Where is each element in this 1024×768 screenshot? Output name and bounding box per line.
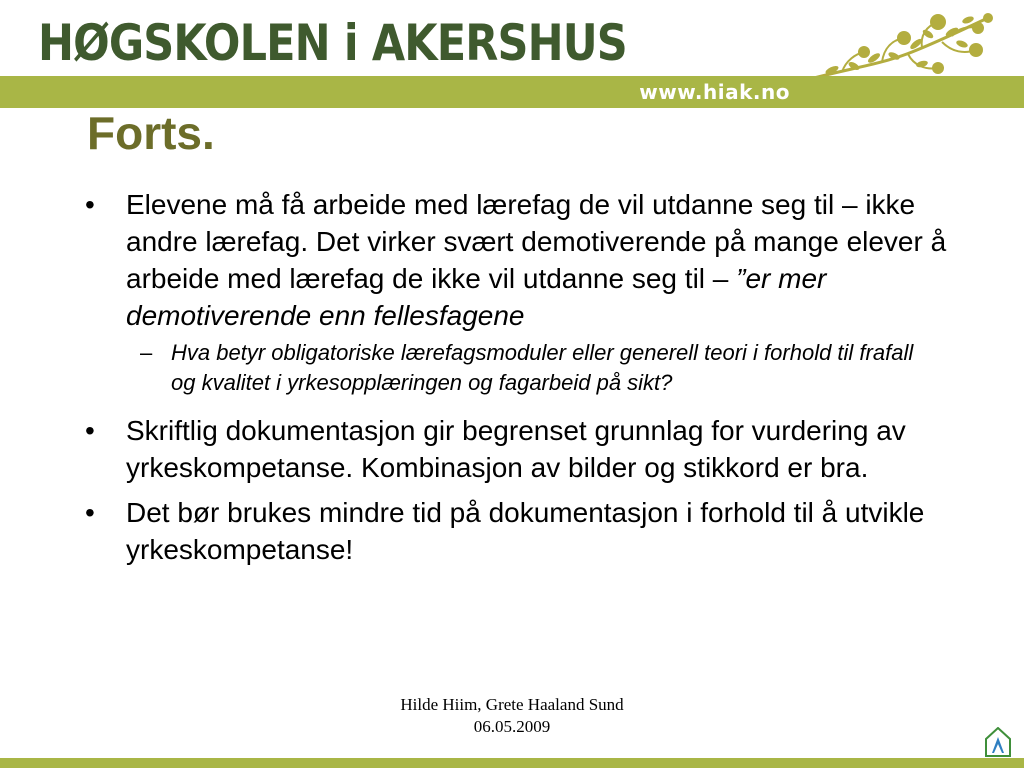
slide-title: Forts. [87,107,215,159]
bullet-marker: • [85,415,95,446]
footer-band [0,758,1024,768]
bullet-text: Skriftlig dokumentasjon gir begrenset grunnlag for vurdering av yrkeskompetanse. Kombinasjon av bilder og stikkord er bra. [126,415,906,483]
slide-footer [312,694,712,738]
footer-date: 06.05.2009 [473,717,551,736]
bullet-quote: ”er mer demotiverende enn fellesfagene [126,263,827,331]
bullet-item [85,186,965,334]
sub-bullet-marker: – [140,340,153,365]
bullet-text: Det bør brukes mindre tid på dokumentasjon i forhold til å utvikle yrkeskompetanse! [126,497,925,565]
sub-bullet-item [140,338,931,398]
bullet-marker: • [85,497,95,528]
institution-wordmark: HØGSKOLEN i AKERSHUS [38,14,627,72]
site-url: www.hiak.no [639,80,790,104]
bullet-list [85,186,965,576]
house-logo-icon [985,727,1011,757]
bullet-marker: • [85,189,95,220]
header-band [0,76,1024,108]
bullet-item [85,412,965,486]
bullet-text: Elevene må få arbeide med lærefag de vil utdanne seg til – ikke andre lærefag. Det virker svært demotiverende på mange elever å arbeide med lærefag de ikke vil utdanne seg til – [126,189,947,294]
floral-ornament-icon [812,8,996,80]
bullet-item [85,494,965,568]
sub-bullet-text: Hva betyr obligatoriske lærefagsmoduler eller generell teori i forhold til frafall og kvalitet i yrkesopplæringen og fagarbeid på sikt? [171,340,914,395]
footer-authors: Hilde Hiim, Grete Haaland Sund [400,695,624,714]
